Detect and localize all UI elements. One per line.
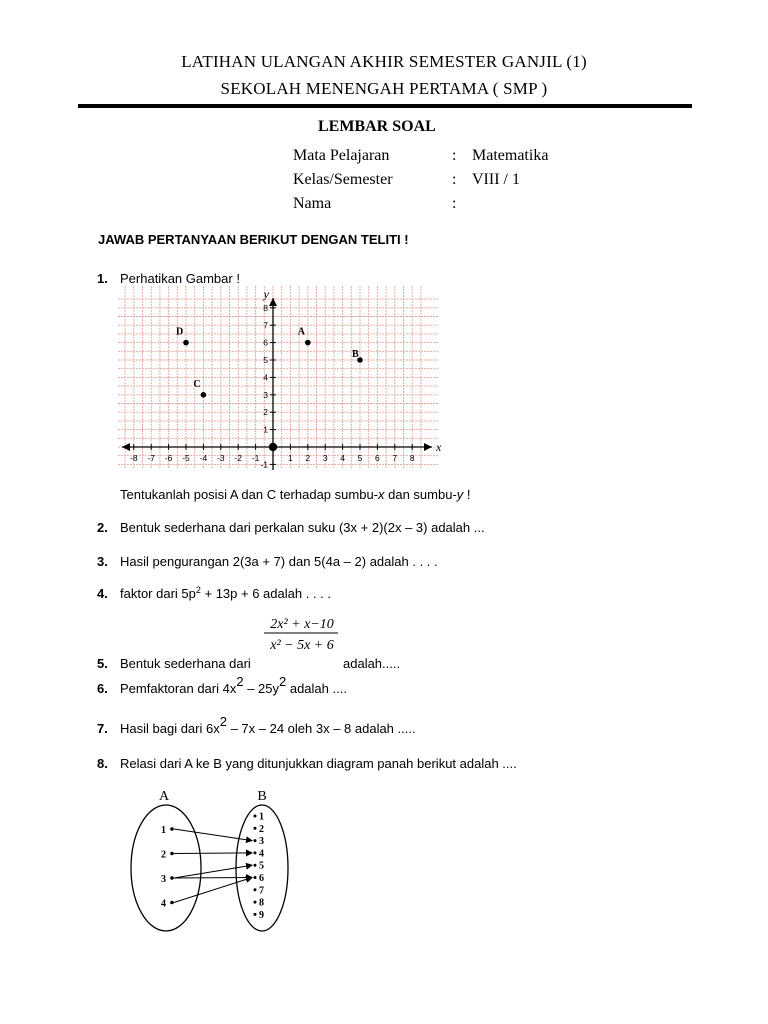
instruction-text: JAWAB PERTANYAAN BERIKUT DENGAN TELITI ! bbox=[98, 232, 409, 247]
y-tick-label: -1 bbox=[260, 459, 268, 470]
x-tick-label: 7 bbox=[392, 453, 398, 463]
question-1-number: 1. bbox=[97, 271, 108, 286]
info-value-subject: Matematika bbox=[472, 147, 549, 164]
x-tick-label: 5 bbox=[357, 453, 363, 463]
codomain-dot bbox=[254, 851, 257, 854]
set-b-label: B bbox=[257, 789, 267, 804]
y-tick-label: 4 bbox=[263, 372, 268, 383]
domain-dot bbox=[170, 852, 174, 856]
sheet-title: LEMBAR SOAL bbox=[318, 118, 436, 135]
relation-arrow bbox=[174, 865, 252, 878]
x-tick-label: -6 bbox=[164, 453, 173, 463]
question-4-pre: faktor dari 5p bbox=[120, 586, 196, 601]
codomain-element: 7 bbox=[259, 885, 264, 897]
domain-element: 3 bbox=[161, 874, 166, 885]
x-axis-arrow-left bbox=[122, 443, 130, 451]
x-tick-label: 1 bbox=[288, 453, 293, 463]
codomain-dot bbox=[254, 815, 257, 818]
coordinate-grid-chart bbox=[118, 286, 440, 476]
x-axis-label: x bbox=[436, 440, 442, 454]
y-tick-label: 2 bbox=[263, 407, 268, 418]
question-6-pre: Pemfaktoran dari 4x bbox=[120, 681, 237, 696]
y-tick-label: 1 bbox=[263, 424, 268, 435]
question-6-number: 6. bbox=[97, 681, 108, 696]
question-8-text: Relasi dari A ke B yang ditunjukkan diagram panah berikut adalah .... bbox=[120, 756, 517, 771]
question-6-text bbox=[120, 674, 347, 696]
question-5-number: 5. bbox=[97, 656, 108, 671]
domain-element: 2 bbox=[161, 849, 166, 861]
point-label-a: A bbox=[297, 326, 306, 338]
info-colon-name: : bbox=[452, 195, 457, 212]
point-label-b: B bbox=[352, 349, 359, 360]
codomain-dot bbox=[254, 864, 257, 867]
x-tick-label: 4 bbox=[340, 453, 345, 463]
question-5-pre: Bentuk sederhana dari bbox=[120, 656, 251, 671]
codomain-element: 3 bbox=[259, 836, 264, 848]
question-1-task-c: ! bbox=[463, 487, 471, 502]
fraction-numerator: 2x² + x−10 bbox=[270, 617, 334, 632]
x-tick-label: 2 bbox=[305, 453, 311, 463]
codomain-element: 5 bbox=[259, 860, 264, 872]
codomain-element: 1 bbox=[259, 811, 264, 823]
codomain-dot bbox=[254, 827, 257, 830]
x-tick-label: -4 bbox=[199, 453, 208, 463]
info-label-subject: Mata Pelajaran bbox=[293, 147, 390, 164]
set-a-label: A bbox=[158, 789, 170, 804]
exam-title-line2: SEKOLAH MENENGAH PERTAMA ( SMP ) bbox=[220, 79, 548, 98]
question-4-sup: 2 bbox=[195, 585, 201, 595]
question-4-post: + 13p + 6 adalah . . . . bbox=[200, 586, 331, 601]
arrow-diagram bbox=[128, 784, 308, 934]
y-tick-label: 3 bbox=[263, 389, 268, 400]
x-tick-label: -1 bbox=[251, 453, 260, 463]
x-tick-label: -8 bbox=[130, 453, 138, 463]
codomain-dot bbox=[254, 876, 257, 879]
question-1-task-b: dan sumbu- bbox=[384, 487, 457, 502]
domain-dot bbox=[170, 827, 174, 831]
point-label-d: D bbox=[176, 326, 184, 338]
x-tick-label: -3 bbox=[217, 453, 225, 463]
question-1-task-x: x bbox=[378, 487, 385, 502]
question-6-sup2: 2 bbox=[279, 674, 287, 689]
domain-element: 1 bbox=[161, 825, 166, 836]
x-tick-label: -2 bbox=[234, 453, 242, 463]
codomain-dot bbox=[254, 888, 257, 891]
exam-title-line1: LATIHAN ULANGAN AKHIR SEMESTER GANJIL (1) bbox=[181, 52, 587, 71]
point-a bbox=[305, 340, 311, 346]
y-tick-label: 5 bbox=[263, 355, 268, 365]
domain-dot bbox=[170, 876, 174, 880]
question-1-task-a: Tentukanlah posisi A dan C terhadap sumbu- bbox=[120, 487, 379, 502]
x-tick-label: -5 bbox=[182, 453, 190, 463]
y-tick-label: 8 bbox=[263, 302, 268, 313]
codomain-dot bbox=[254, 901, 257, 904]
info-colon-subject: : bbox=[452, 147, 457, 164]
question-6-sup1: 2 bbox=[236, 674, 244, 689]
question-3-text: Hasil pengurangan 2(3a + 7) dan 5(4a – 2) adalah . . . . bbox=[120, 554, 438, 569]
y-tick-label: 6 bbox=[263, 337, 268, 348]
grid-lines bbox=[118, 286, 438, 468]
question-1-text: Perhatikan Gambar ! bbox=[120, 271, 240, 286]
y-tick-label: 7 bbox=[263, 320, 268, 331]
x-tick-label: 3 bbox=[322, 453, 328, 463]
question-6-mid: – 25y bbox=[243, 681, 279, 696]
question-5-post: adalah..... bbox=[343, 656, 401, 671]
question-2-number: 2. bbox=[97, 520, 108, 535]
set-a-ellipse bbox=[131, 805, 201, 931]
codomain-element: 9 bbox=[259, 909, 264, 921]
x-tick-label: -7 bbox=[147, 453, 155, 463]
point-label-c: C bbox=[193, 378, 201, 390]
point-d bbox=[183, 340, 189, 346]
codomain-element: 6 bbox=[259, 873, 264, 884]
relation-arrow bbox=[174, 878, 252, 903]
fraction-denominator: x² − 5x + 6 bbox=[270, 638, 334, 653]
codomain-dot bbox=[254, 913, 257, 916]
codomain-element: 8 bbox=[259, 897, 264, 909]
question-4-text bbox=[120, 586, 331, 601]
question-3-number: 3. bbox=[97, 554, 108, 569]
domain-element: 4 bbox=[161, 898, 166, 910]
question-4-number: 4. bbox=[97, 586, 108, 601]
question-7-sup: 2 bbox=[219, 714, 227, 729]
relation-arrow bbox=[174, 853, 252, 854]
y-axis-label: y bbox=[263, 287, 269, 301]
info-label-name: Nama bbox=[293, 195, 332, 212]
codomain-dot bbox=[254, 839, 257, 842]
domain-dot bbox=[170, 901, 174, 905]
question-7-number: 7. bbox=[97, 721, 108, 736]
question-1-task-y: y bbox=[456, 487, 464, 502]
question-2-text: Bentuk sederhana dari perkalan suku (3x + 2)(2x – 3) adalah ... bbox=[120, 520, 485, 535]
info-label-class: Kelas/Semester bbox=[293, 171, 393, 188]
relation-arrow bbox=[174, 878, 252, 879]
x-axis-arrow-right bbox=[424, 443, 432, 451]
x-tick-label: 6 bbox=[375, 453, 380, 463]
info-colon-class: : bbox=[452, 171, 457, 188]
question-7-text bbox=[120, 714, 416, 736]
question-7-post: – 7x – 24 oleh 3x – 8 adalah ..... bbox=[226, 721, 416, 736]
question-1-task bbox=[120, 487, 471, 502]
point-c bbox=[201, 392, 207, 398]
origin-point bbox=[269, 443, 277, 451]
data-points bbox=[176, 327, 363, 452]
codomain-element: 4 bbox=[259, 848, 264, 860]
question-6-post: adalah .... bbox=[286, 681, 347, 696]
fraction-expression bbox=[262, 614, 342, 654]
codomain-element: 2 bbox=[259, 823, 264, 835]
header-divider bbox=[78, 104, 692, 108]
question-8-number: 8. bbox=[97, 756, 108, 771]
x-tick-label: 8 bbox=[409, 453, 415, 463]
info-value-class: VIII / 1 bbox=[472, 171, 520, 188]
question-7-pre: Hasil bagi dari 6x bbox=[120, 721, 220, 736]
